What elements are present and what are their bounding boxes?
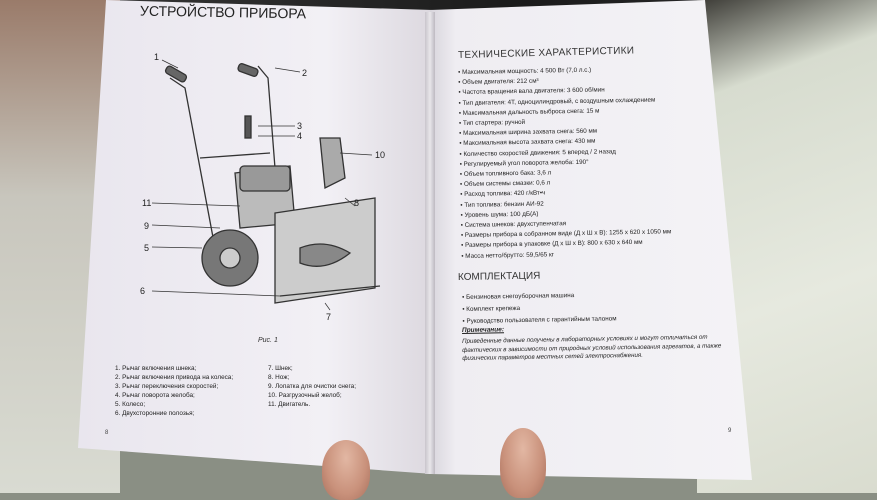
callout-6: 6 [140,286,146,296]
note-title: Примечание: [461,326,505,334]
callout-9: 9 [144,221,150,231]
spec-item: • Масса нетто/брутто: 59,5/65 кг [461,247,746,262]
specs-title: ТЕХНИЧЕСКИЕ ХАРАКТЕРИСТИКИ [457,45,635,61]
spec-item: • Регулируемый угол поворота желоба: 190° [460,155,745,170]
spec-item: • Тип стартера: ручной [459,114,744,129]
callout-8: 8 [354,198,360,208]
legend-item: 1. Рычаг включения шнека; [115,365,197,372]
callout-3: 3 [297,121,303,131]
legend-item: 11. Двигатель. [268,401,311,408]
spec-item: • Количество скоростей движения: 5 вперед / 2 назад [459,145,744,160]
legend-item: 6. Двухсторонние полозья; [115,410,195,417]
legend-left [115,364,233,418]
snowblower-diagram [140,48,400,328]
spec-item: • Расход топлива: 420 г/кВт•ч [460,185,745,200]
legend-right [268,364,356,409]
spec-item: • Частота вращения вала двигателя: 3 600 об/мин [458,83,743,98]
spec-item: • Максимальная мощность: 4 500 Вт (7,0 л.с.) [458,63,743,78]
spec-item: • Тип топлива: бензин АИ-92 [460,196,745,211]
spec-item: • Максимальная дальность выброса снега: 15 м [459,104,744,119]
specs-list [458,63,746,262]
spec-item: • Размеры прибора в упаковке (Д х Ш х В): 800 х 630 х 640 мм [461,236,746,251]
callout-1: 1 [154,52,160,62]
legend-item: 5. Колесо; [115,401,146,408]
spec-item: • Размеры прибора в собранном виде (Д х Ш х В): 1255 х 620 х 1050 мм [461,226,746,241]
callout-10: 10 [375,150,386,160]
right-page-number: 9 [728,428,732,434]
left-thumb [322,440,370,500]
legend-item: 8. Нож; [268,374,290,381]
callout-5: 5 [144,243,150,253]
spec-item: • Максимальная ширина захвата снега: 560 мм [459,124,744,139]
spec-item: • Уровень шума: 100 дБ(А) [460,206,745,221]
legend-item: 10. Разгрузочный желоб; [268,392,342,399]
callout-11: 11 [142,198,152,208]
legend-item: 9. Лопатка для очистки снега; [268,383,356,390]
kit-item: • Бензиновая снегоуборочная машина [462,289,616,304]
spec-item: • Максимальная высота захвата снега: 430 мм [459,134,744,149]
kit-list [462,289,617,328]
kit-title: КОМПЛЕКТАЦИЯ [457,270,541,283]
spec-item: • Объем двигателя: 212 см³ [458,73,743,88]
callout-7: 7 [326,312,332,322]
left-page-number: 8 [105,430,109,436]
spec-item: • Объем топливного бака: 3,6 л [460,165,745,180]
callout-4: 4 [297,131,303,141]
spec-item: • Система шнеков: двухступенчатая [461,216,746,231]
note-text: Приведенные данные получены в лабораторных условиях и могут отличаться от фактических в зависимости от природных условий использования агрегатов, а также физических параметров местных сетей электроснабжения. [462,333,722,362]
book-gutter [425,12,435,474]
legend-item: 2. Рычаг включения привода на колеса; [115,374,234,381]
kit-item: • Руководство пользователя с гарантийным талоном [462,313,616,328]
figure-caption: Рис. 1 [258,337,278,344]
callout-2: 2 [302,68,308,78]
spec-item: • Тип двигателя: 4Т, одноцилиндровый, с воздушным охлаждением [459,94,744,109]
left-page-title: УСТРОЙСТВО ПРИБОРА [139,2,307,22]
legend-item: 7. Шнек; [268,365,293,372]
right-thumb [500,428,546,498]
legend-item: 4. Рычаг поворота желоба; [115,392,195,399]
kit-item: • Комплект крепежа [462,301,616,316]
legend-item: 3. Рычаг переключения скоростей; [115,383,219,390]
spec-item: • Объем системы смазки: 0,6 л [460,175,745,190]
